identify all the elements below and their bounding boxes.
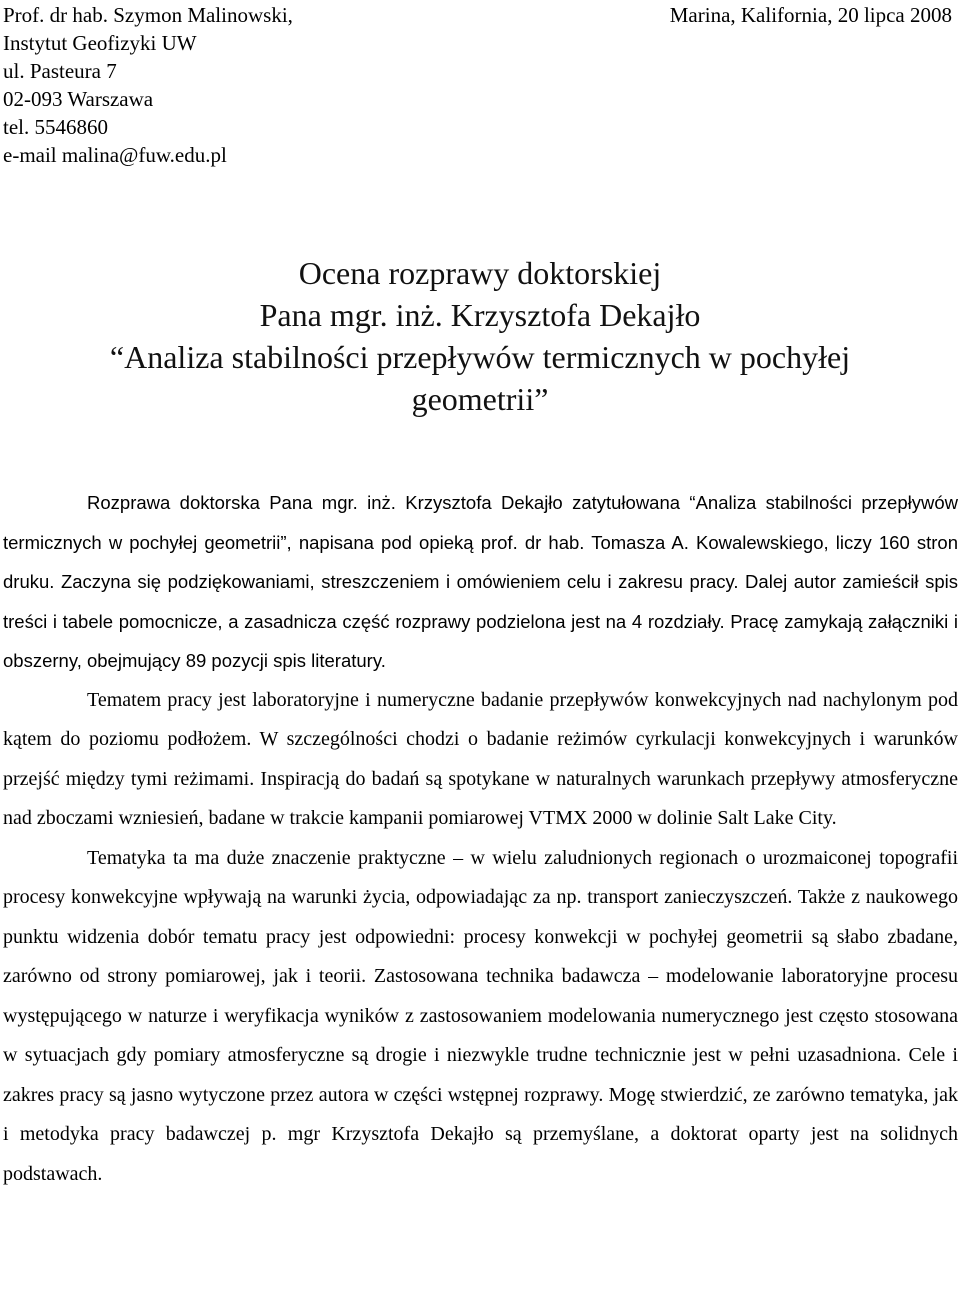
sender-city: 02-093 Warszawa — [3, 87, 154, 111]
sender-address-block — [3, 1, 293, 169]
title-line-2: Pana mgr. inż. Krzysztofa Dekajło — [259, 297, 701, 333]
sender-name: Prof. dr hab. Szymon Malinowski, — [3, 3, 293, 27]
sender-street: ul. Pasteura 7 — [3, 59, 117, 83]
place-and-date: Marina, Kalifornia, 20 lipca 2008 — [669, 3, 952, 27]
title-line-1: Ocena rozprawy doktorskiej — [298, 255, 662, 291]
paragraph-2: Tematem pracy jest laboratoryjne i numeryczne badanie przepływów konwekcyjnych nad nachylonym pod kątem do poziomu podłożem. W szczególności chodzi o badanie reżimów cyrkulacji konwekcyjnych i warunków przejść między tymi reżimami. Inspiracją do badań są spotykane w naturalnych warunkach przepływy atmosferyczne nad zboczami wzniesień, badane w trakcie kampanii pomiarowej VTMX 2000 w dolinie Salt Lake City. — [3, 688, 958, 829]
title-line-3: “Analiza stabilności przepływów termicznych w pochyłej — [109, 339, 851, 375]
paragraph-1: Rozprawa doktorska Pana mgr. inż. Krzysztofa Dekajło zatytułowana “Analiza stabilności przepływów termicznych w pochyłej geometrii”, napisana pod opieką prof. dr hab. Tomasza A. Kowalewskiego, liczy 160 stron druku. Zaczyna się podziękowaniami, streszczeniem i omówieniem celu i zakresu pracy. Dalej autor zamieścił spis treści i tabele pomocnicze, a zasadnicza część rozprawy podzielona jest na 4 rozdziały. Pracę zamykają załączniki i obszerny, obejmujący 89 pozycji spis literatury. — [3, 492, 958, 671]
paragraph-3: Tematyka ta ma duże znaczenie praktyczne – w wielu zaludnionych regionach o urozmaiconej topografii procesy konwekcyjne wpływają na warunki życia, odpowiadając za np. transport zanieczyszczeń. Także z naukowego punktu widzenia dobór tematu pracy jest odpowiedni: procesy konwekcji w pochyłej geometrii są słabo zbadane, zarówno od strony pomiarowej, jak i teorii. Zastosowana technika badawcza – modelowanie laboratoryjne procesu występującego w naturze i weryfikacja wyników z zastosowaniem modelowania numerycznego jest często stosowana w sytuacjach gdy pomiary atmosferyczne są drogie i niezwykle trudne technicznie jest w pełni uzasadniona. Cele i zakres pracy są jasno wytyczone przez autora w części wstępnej rozprawy. Mogę stwierdzić, ze zarówno tematyka, jak i metodyka pracy badawczej p. mgr Krzysztofa Dekajło są przemyślane, a doktorat oparty jest na solidnych podstawach. — [3, 846, 958, 1185]
title-line-4: geometrii” — [411, 381, 549, 417]
review-body — [3, 483, 958, 1194]
sender-email: e-mail malina@fuw.edu.pl — [3, 143, 227, 167]
document-title — [0, 252, 960, 420]
sender-institute: Instytut Geofizyki UW — [3, 31, 197, 55]
sender-phone: tel. 5546860 — [3, 115, 108, 139]
